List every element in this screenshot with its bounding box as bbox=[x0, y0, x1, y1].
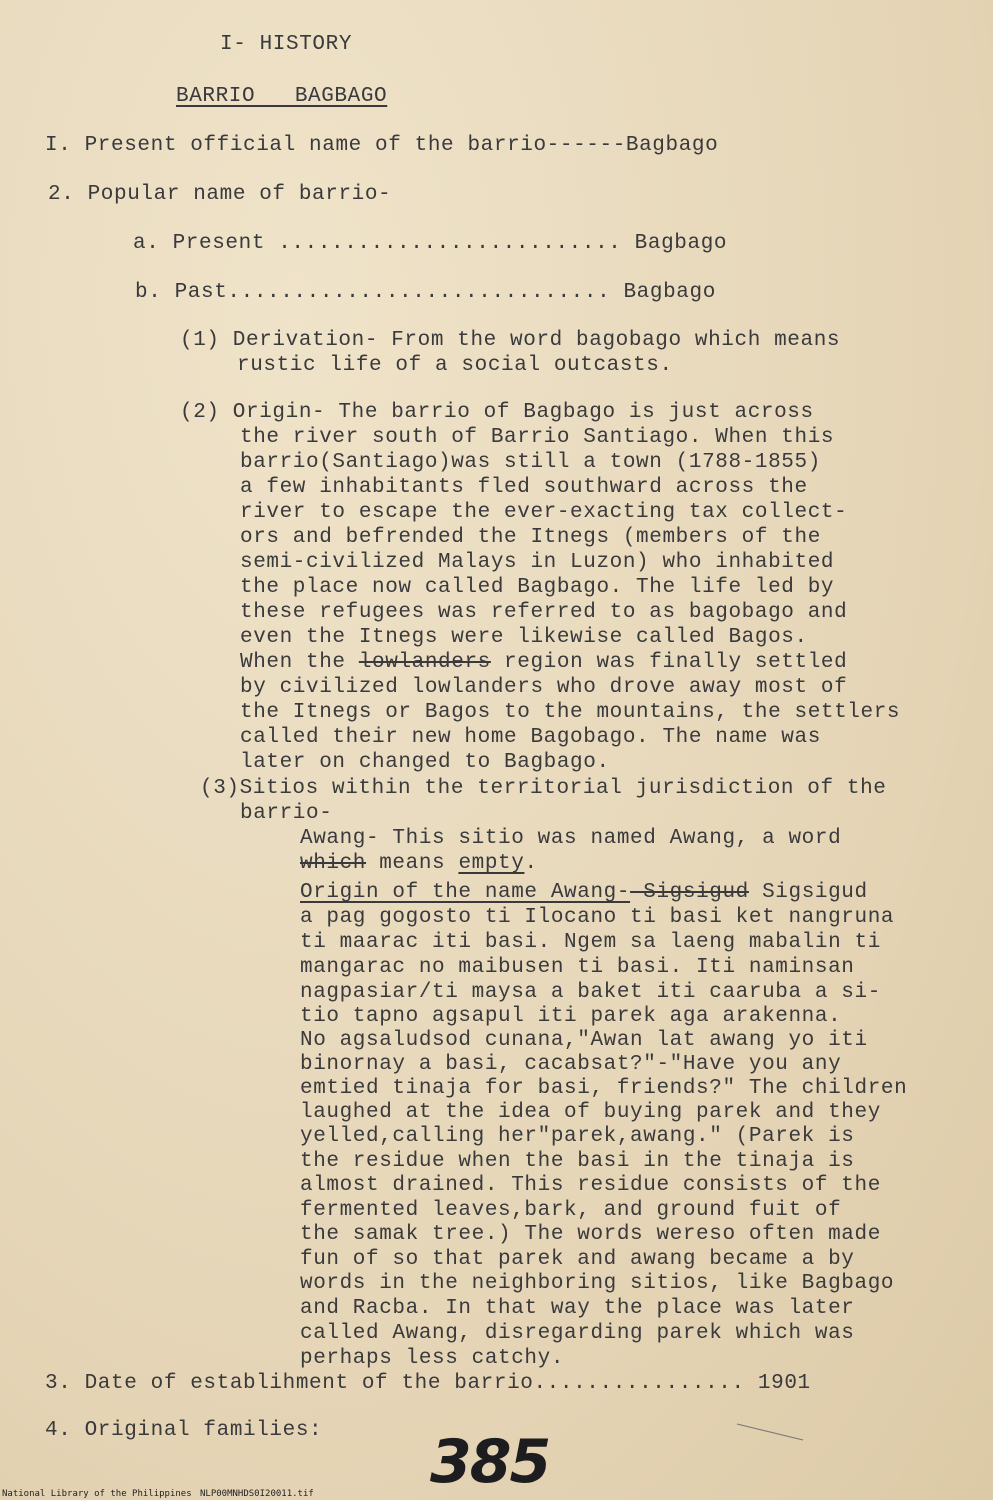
sitios-line-2: barrio- bbox=[240, 802, 333, 825]
awang-text-line: and Racba. In that way the place was later bbox=[300, 1297, 855, 1320]
awang-rest: This sitio was named Awang, a word bbox=[379, 827, 842, 850]
derivation-line-1: (1) Derivation- From the word bagobago which means bbox=[180, 329, 841, 352]
awang-text-line: laughed at the idea of buying parek and they bbox=[300, 1101, 881, 1124]
awang-name: Awang- bbox=[300, 827, 380, 850]
awang-text-line: binornay a basi, cacabsat?"-"Have you any bbox=[300, 1053, 842, 1076]
origin-line: called their new home Bagobago. The name was bbox=[240, 726, 821, 749]
footer-library-name: National Library of the Philippines bbox=[2, 1489, 192, 1499]
awang-text-line: perhaps less catchy. bbox=[300, 1347, 565, 1370]
origin-awang-line bbox=[300, 880, 868, 905]
origin-when-prefix: When the bbox=[240, 651, 359, 674]
origin-struck-word: lowlanders bbox=[358, 651, 491, 674]
awang-dot: . bbox=[524, 852, 538, 875]
derivation-line-2: rustic life of a social outcasts. bbox=[237, 354, 673, 377]
origin-line: later on changed to Bagbago. bbox=[240, 751, 610, 774]
origin-line: these refugees was referred to as bagobago and bbox=[240, 601, 848, 624]
item-4-original-families: 4. Original families: bbox=[45, 1419, 323, 1442]
sitios-line-1: (3)Sitios within the territorial jurisdiction of the bbox=[200, 777, 887, 800]
awang-text-line: nagpasiar/ti maysa a baket iti caaruba a si- bbox=[300, 981, 881, 1004]
awang-text-line: emtied tinaja for basi, friends?" The children bbox=[300, 1077, 908, 1100]
awang-text-line: called Awang, disregarding parek which was bbox=[300, 1322, 855, 1345]
origin-line: barrio(Santiago)was still a town (1788-1855) bbox=[240, 451, 821, 474]
awang-text-line: yelled,calling her"parek,awang." (Parek is bbox=[300, 1125, 855, 1148]
page-title: I- HISTORY bbox=[220, 33, 353, 56]
origin-line: river to escape the ever-exacting tax collect- bbox=[240, 501, 848, 524]
item-2a-present: a. Present .......................... Bagbago bbox=[133, 232, 728, 255]
awang-text-line: a pag gogosto ti Ilocano ti basi ket nangruna bbox=[300, 906, 895, 929]
awang-empty: empty bbox=[458, 852, 525, 875]
awang-means: means bbox=[366, 852, 459, 875]
item-2-popular-name: 2. Popular name of barrio- bbox=[48, 183, 392, 206]
pen-mark-icon bbox=[735, 1422, 805, 1442]
origin-line: even the Itnegs were likewise called Bagos. bbox=[240, 626, 808, 649]
awang-text-line: ti maarac iti basi. Ngem sa laeng mabalin ti bbox=[300, 931, 881, 954]
awang-text-line: words in the neighboring sitios, like Bagbago bbox=[300, 1272, 895, 1295]
awang-text-line: tio tapno agsapul iti parek aga arakenna. bbox=[300, 1005, 842, 1028]
origin-when-suffix: region was finally settled bbox=[490, 651, 848, 674]
origin-line: the place now called Bagbago. The life led by bbox=[240, 576, 835, 599]
item-1-official-name: I. Present official name of the barrio------Bagbago bbox=[45, 134, 719, 157]
item-3-date-established: 3. Date of establihment of the barrio................ 1901 bbox=[45, 1372, 811, 1395]
awang-text-line: the samak tree.) The words wereso often made bbox=[300, 1223, 881, 1246]
origin-line: the river south of Barrio Santiago. When this bbox=[240, 426, 835, 449]
origin-line-when bbox=[240, 650, 847, 675]
awang-line-1 bbox=[300, 826, 841, 851]
origin-awang-rest: Sigsigud bbox=[748, 881, 868, 904]
origin-line: the Itnegs or Bagos to the mountains, the settlers bbox=[240, 701, 901, 724]
awang-text-line: the residue when the basi in the tinaja is bbox=[300, 1150, 855, 1173]
origin-line: (2) Origin- The barrio of Bagbago is just across bbox=[180, 401, 814, 424]
awang-which: which bbox=[300, 852, 367, 875]
origin-line: a few inhabitants fled southward across the bbox=[240, 476, 808, 499]
awang-text-line: almost drained. This residue consists of the bbox=[300, 1174, 881, 1197]
awang-line-2 bbox=[300, 851, 538, 876]
origin-awang-struck: Sigsigud bbox=[630, 881, 749, 904]
awang-text-line: fun of so that parek and awang became a by bbox=[300, 1248, 855, 1271]
origin-awang-label: Origin of the name Awang- bbox=[300, 881, 631, 904]
origin-line: ors and befrended the Itnegs (members of the bbox=[240, 526, 821, 549]
awang-text-line: fermented leaves,bark, and ground fuit of bbox=[300, 1199, 842, 1222]
page-subtitle: BARRIO BAGBAGO bbox=[176, 85, 388, 108]
page-number: 385 bbox=[430, 1427, 550, 1497]
awang-text-line: No agsaludsod cunana,"Awan lat awang yo iti bbox=[300, 1029, 868, 1052]
footer-file-name: NLP00MNHDS0I20011.tif bbox=[200, 1489, 314, 1499]
origin-line: by civilized lowlanders who drove away most of bbox=[240, 676, 848, 699]
origin-line: semi-civilized Malays in Luzon) who inhabited bbox=[240, 551, 835, 574]
awang-text-line: mangarac no maibusen ti basi. Iti naminsan bbox=[300, 956, 855, 979]
item-2b-past: b. Past............................. Bagbago bbox=[135, 281, 716, 304]
